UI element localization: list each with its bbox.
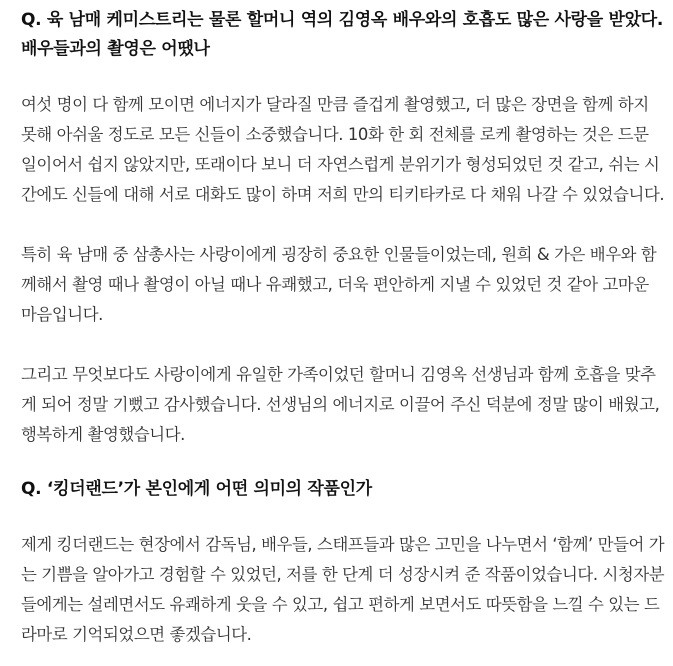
question-1: Q. 육 남매 케미스트리는 물론 할머니 역의 김영옥 배우와의 호흡도 많은 사랑을 받았다. 배우들과의 촬영은 어땠나 <box>21 10 664 59</box>
answer-2-paragraph-1: 제게 킹더랜드는 현장에서 감독님, 배우들, 스태프들과 많은 고민을 나누면서 ‘함께’ 만들어 가는 기쁨을 알아가고 경험할 수 있었던, 저를 한 단계 더 성장시켜 준 작품이었습니다. 시청자분들에게는 설레면서도 유쾌하게 웃을 수 있고, 쉽고 편하게 보면서도 따뜻함을 느낄 수 있는 드라마로 기억되었으면 좋겠습니다. <box>21 535 665 644</box>
question-2: Q. ‘킹더랜드’가 본인에게 어떤 의미의 작품인가 <box>21 479 372 499</box>
answer-1-paragraph-1: 여섯 명이 다 함께 모이면 에너지가 달라질 만큼 즐겁게 촬영했고, 더 많은 장면을 함께 하지 못해 아쉬울 정도로 모든 신들이 소중했습니다. 10화 한 회 전체를 로케 촬영하는 것은 드문 일이어서 쉽지 않았지만, 또래이다 보니 더 자연스럽게 분위기가 형성되었던 것 같고, 쉬는 시간에도 신들에 대해 서로 대화도 많이 하며 저희 만의 티키타카로 다 채워 나갈 수 있었습니다. <box>21 95 665 204</box>
answer-1-paragraph-2: 특히 육 남매 중 삼총사는 사랑이에게 굉장히 중요한 인물들이었는데, 원희 & 가은 배우와 함께해서 촬영 때나 촬영이 아닐 때나 유쾌했고, 더욱 편안하게 지낼 수 있었던 것 같아 고마운 마음입니다. <box>21 245 657 324</box>
answer-1-paragraph-3: 그리고 무엇보다도 사랑이에게 유일한 가족이었던 할머니 김영옥 선생님과 함께 호흡을 맞추게 되어 정말 기뻤고 감사했습니다. 선생님의 에너지로 이끌어 주신 덕분에 정말 많이 배웠고, 행복하게 촬영했습니다. <box>21 365 660 444</box>
